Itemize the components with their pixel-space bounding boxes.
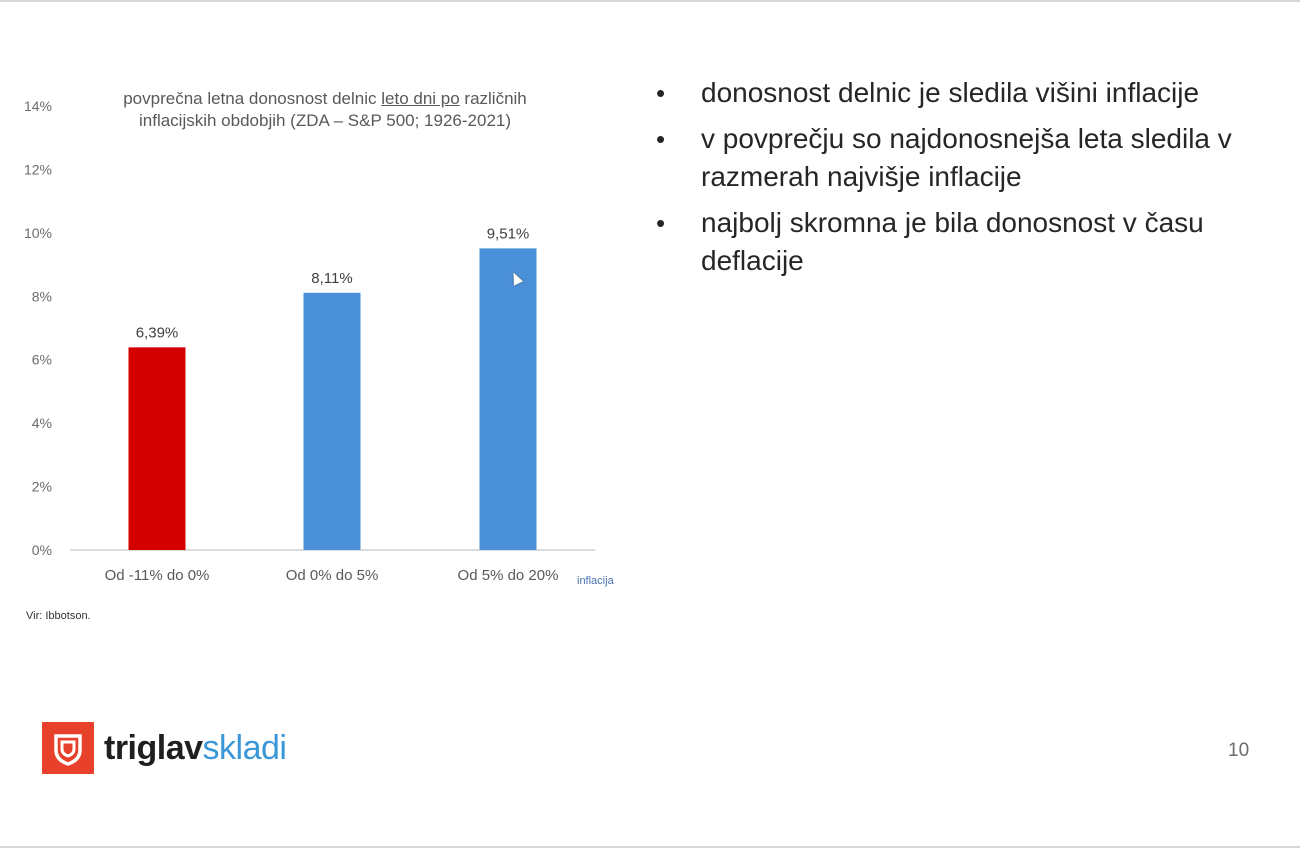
bar-value-label: 6,39% [135, 324, 179, 342]
bar [129, 347, 186, 550]
y-tick-label: 0% [31, 542, 52, 558]
bullet-icon: • [656, 208, 666, 238]
bullet-item [652, 120, 1252, 196]
y-tick-label: 6% [31, 351, 52, 368]
bullet-text: donosnost delnic je sledila višini inflacije [701, 77, 1200, 108]
logo-word-skladi: skladi [202, 728, 287, 767]
bar [304, 293, 361, 550]
y-tick-label: 8% [31, 288, 52, 305]
bar [480, 248, 537, 550]
bullet-icon: • [656, 78, 666, 108]
page-number: 10 [1228, 740, 1250, 761]
chart-title-part-1: povprečna letna donosnost delnic [123, 89, 382, 108]
triglav-logo-icon [42, 722, 94, 774]
y-tick-label: 10% [23, 224, 52, 241]
logo-word-triglav: triglav [104, 728, 203, 767]
chart-title-underlined: leto dni po [381, 89, 460, 108]
chart-title [100, 88, 550, 132]
bullet-item [652, 204, 1252, 280]
bullet-item [652, 74, 1252, 112]
category-label: Od -11% do 0% [104, 567, 210, 584]
source-note: Vir: Ibbotson. [26, 610, 91, 622]
y-tick-label: 14% [23, 98, 52, 114]
bullet-text: najbolj skromna je bila donosnost v času deflacije [701, 207, 1204, 276]
y-tick-label: 4% [31, 415, 52, 432]
bars [129, 248, 537, 550]
y-tick-label: 12% [23, 161, 52, 178]
category-label: Od 5% do 20% [457, 567, 559, 584]
y-tick-label: 2% [31, 478, 52, 495]
chart-title-part-2: različnih inflacijskih obdobjih (ZDA – S&P 500; 1926-2021) [138, 89, 527, 130]
bar-value-label: 9,51% [486, 225, 530, 243]
slide-top-border [0, 0, 1300, 2]
bar-value-label: 8,11% [311, 269, 353, 287]
logo-wordmark [104, 729, 286, 768]
bar-chart [0, 60, 650, 640]
triglav-skladi-logo [42, 722, 286, 774]
y-axis-labels [24, 98, 52, 558]
slide-bottom-border [0, 846, 1300, 848]
bullet-list [652, 74, 1252, 288]
bullet-icon: • [656, 124, 666, 154]
category-labels [105, 567, 559, 584]
category-label: Od 0% do 5% [285, 567, 379, 584]
x-axis-label: inflacija [577, 575, 614, 587]
bullet-text: v povprečju so najdonosnejša leta sledila v razmerah najvišje inflacije [701, 123, 1232, 192]
